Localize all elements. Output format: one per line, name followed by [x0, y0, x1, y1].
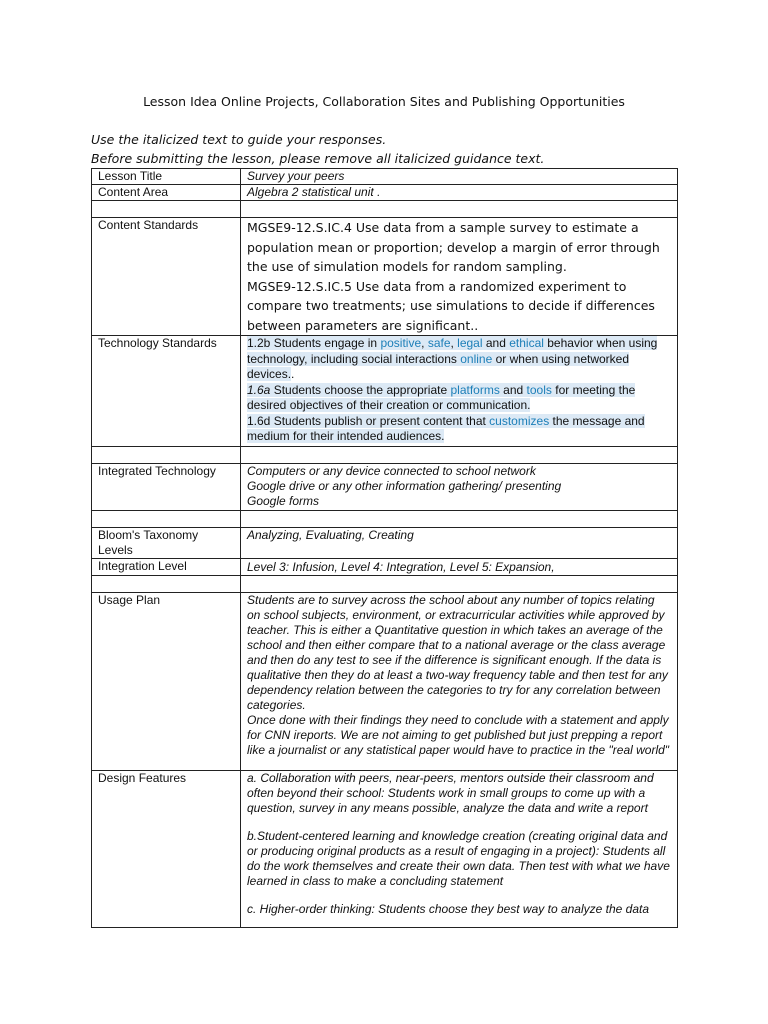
link-safe[interactable]: safe [427, 336, 451, 350]
link-positive[interactable]: positive [380, 336, 422, 350]
value-technology-standards [241, 336, 678, 447]
design-feature-a: a. Collaboration with peers, near-peers, mentors outside their classroom and often beyond their school: Students work in small groups to come up with a question, survey in any means possible, analyze the data and write a report [247, 771, 654, 815]
row-integrated-technology [92, 464, 678, 511]
usage-plan-paragraph-2: Once done with their findings they need to conclude with a statement and apply for CNN ireports. We are not aiming to get published but just prepping a report like a journalist or any statistical paper would have to practice in the "real world" [247, 713, 670, 757]
value-lesson-title: Survey your peers [241, 169, 678, 185]
row-content-standards [92, 218, 678, 336]
label-integrated-technology: Integrated Technology [92, 464, 241, 511]
document-title: Lesson Idea Online Projects, Collaboration Sites and Publishing Opportunities [143, 94, 625, 109]
tech-item: Google drive or any other information gathering/ presenting [247, 479, 562, 493]
tech-standard-1-6d: 1.6d Students publish or present content that customizes the message and medium for their intended audiences. [247, 413, 645, 443]
row-technology-standards [92, 336, 678, 447]
row-usage-plan [92, 593, 678, 771]
standard-ic4: MGSE9-12.S.IC.4 Use data from a sample survey to estimate a population mean or proportion; develop a margin of error through the use of simulation models for random sampling. [247, 220, 660, 274]
label-lesson-title: Lesson Title [92, 169, 241, 185]
label-technology-standards: Technology Standards [92, 336, 241, 447]
value-content-area: Algebra 2 statistical unit . [241, 185, 678, 201]
link-tools[interactable]: tools [526, 382, 552, 397]
label-content-standards: Content Standards [92, 218, 241, 336]
value-usage-plan [241, 593, 678, 771]
design-feature-b: b.Student-centered learning and knowledge creation (creating original data and or producing original products as a result of engaging in a project): Students all do the work themselves and create their own data. Then test with what we have learned in class to make a concluding statement [247, 829, 670, 888]
tech-item: Google forms [247, 494, 320, 508]
link-customizes[interactable]: customizes [489, 413, 550, 428]
value-integrated-technology [241, 464, 678, 511]
label-design-features: Design Features [92, 771, 241, 928]
link-platforms[interactable]: platforms [450, 382, 500, 397]
usage-plan-paragraph-1: Students are to survey across the school about any number of topics relating on school subjects, environment, or extracurricular activities while approved by teacher. This is either a Quantitative question in which takes an average of the school and then either compare that to a national average or the class average and then do any test to see if the difference is significant enough. If the data is qualitative then they do at least a two-way frequency table and then test for any dependency relation between the categories to try for any correlation between categories. [247, 593, 668, 712]
link-online[interactable]: online [460, 351, 493, 366]
row-spacer [92, 511, 678, 528]
value-design-features [241, 771, 678, 928]
link-ethical[interactable]: ethical [509, 336, 544, 350]
guidance-line-2: Before submitting the lesson, please remove all italicized guidance text. [91, 151, 545, 166]
tech-standard-1-6a: 1.6a Students choose the appropriate platforms and tools for meeting the desired objectives of their creation or communication. [247, 382, 636, 412]
row-spacer [92, 447, 678, 464]
row-integration-level [92, 559, 678, 576]
label-content-area: Content Area [92, 185, 241, 201]
row-lesson-title [92, 169, 678, 185]
row-content-area [92, 185, 678, 201]
label-blooms-taxonomy: Bloom's Taxonomy Levels [92, 528, 241, 559]
row-spacer [92, 576, 678, 593]
standard-ic5: MGSE9-12.S.IC.5 Use data from a randomized experiment to compare two treatments; use simulations to decide if differences between parameters are significant.. [247, 278, 655, 333]
tech-item: Computers or any device connected to school network [247, 464, 536, 478]
row-design-features [92, 771, 678, 928]
row-spacer [92, 201, 678, 218]
lesson-table [91, 168, 678, 928]
label-usage-plan: Usage Plan [92, 593, 241, 771]
design-feature-c: c. Higher-order thinking: Students choose they best way to analyze the data [247, 902, 650, 916]
label-integration-level: Integration Level [92, 559, 241, 576]
guidance-line-1: Use the italicized text to guide your responses. [91, 132, 387, 147]
tech-standard-1-2b: 1.2b Students engage in positive, safe, legal and ethical behavior when using technology, including social interactions online or when using networked devices.. [247, 336, 658, 381]
value-content-standards [241, 218, 678, 336]
link-legal[interactable]: legal [457, 336, 483, 350]
row-blooms-taxonomy [92, 528, 678, 559]
value-blooms-taxonomy: Analyzing, Evaluating, Creating [241, 528, 678, 559]
value-integration-level: Level 3: Infusion, Level 4: Integration, Level 5: Expansion, [241, 559, 678, 576]
